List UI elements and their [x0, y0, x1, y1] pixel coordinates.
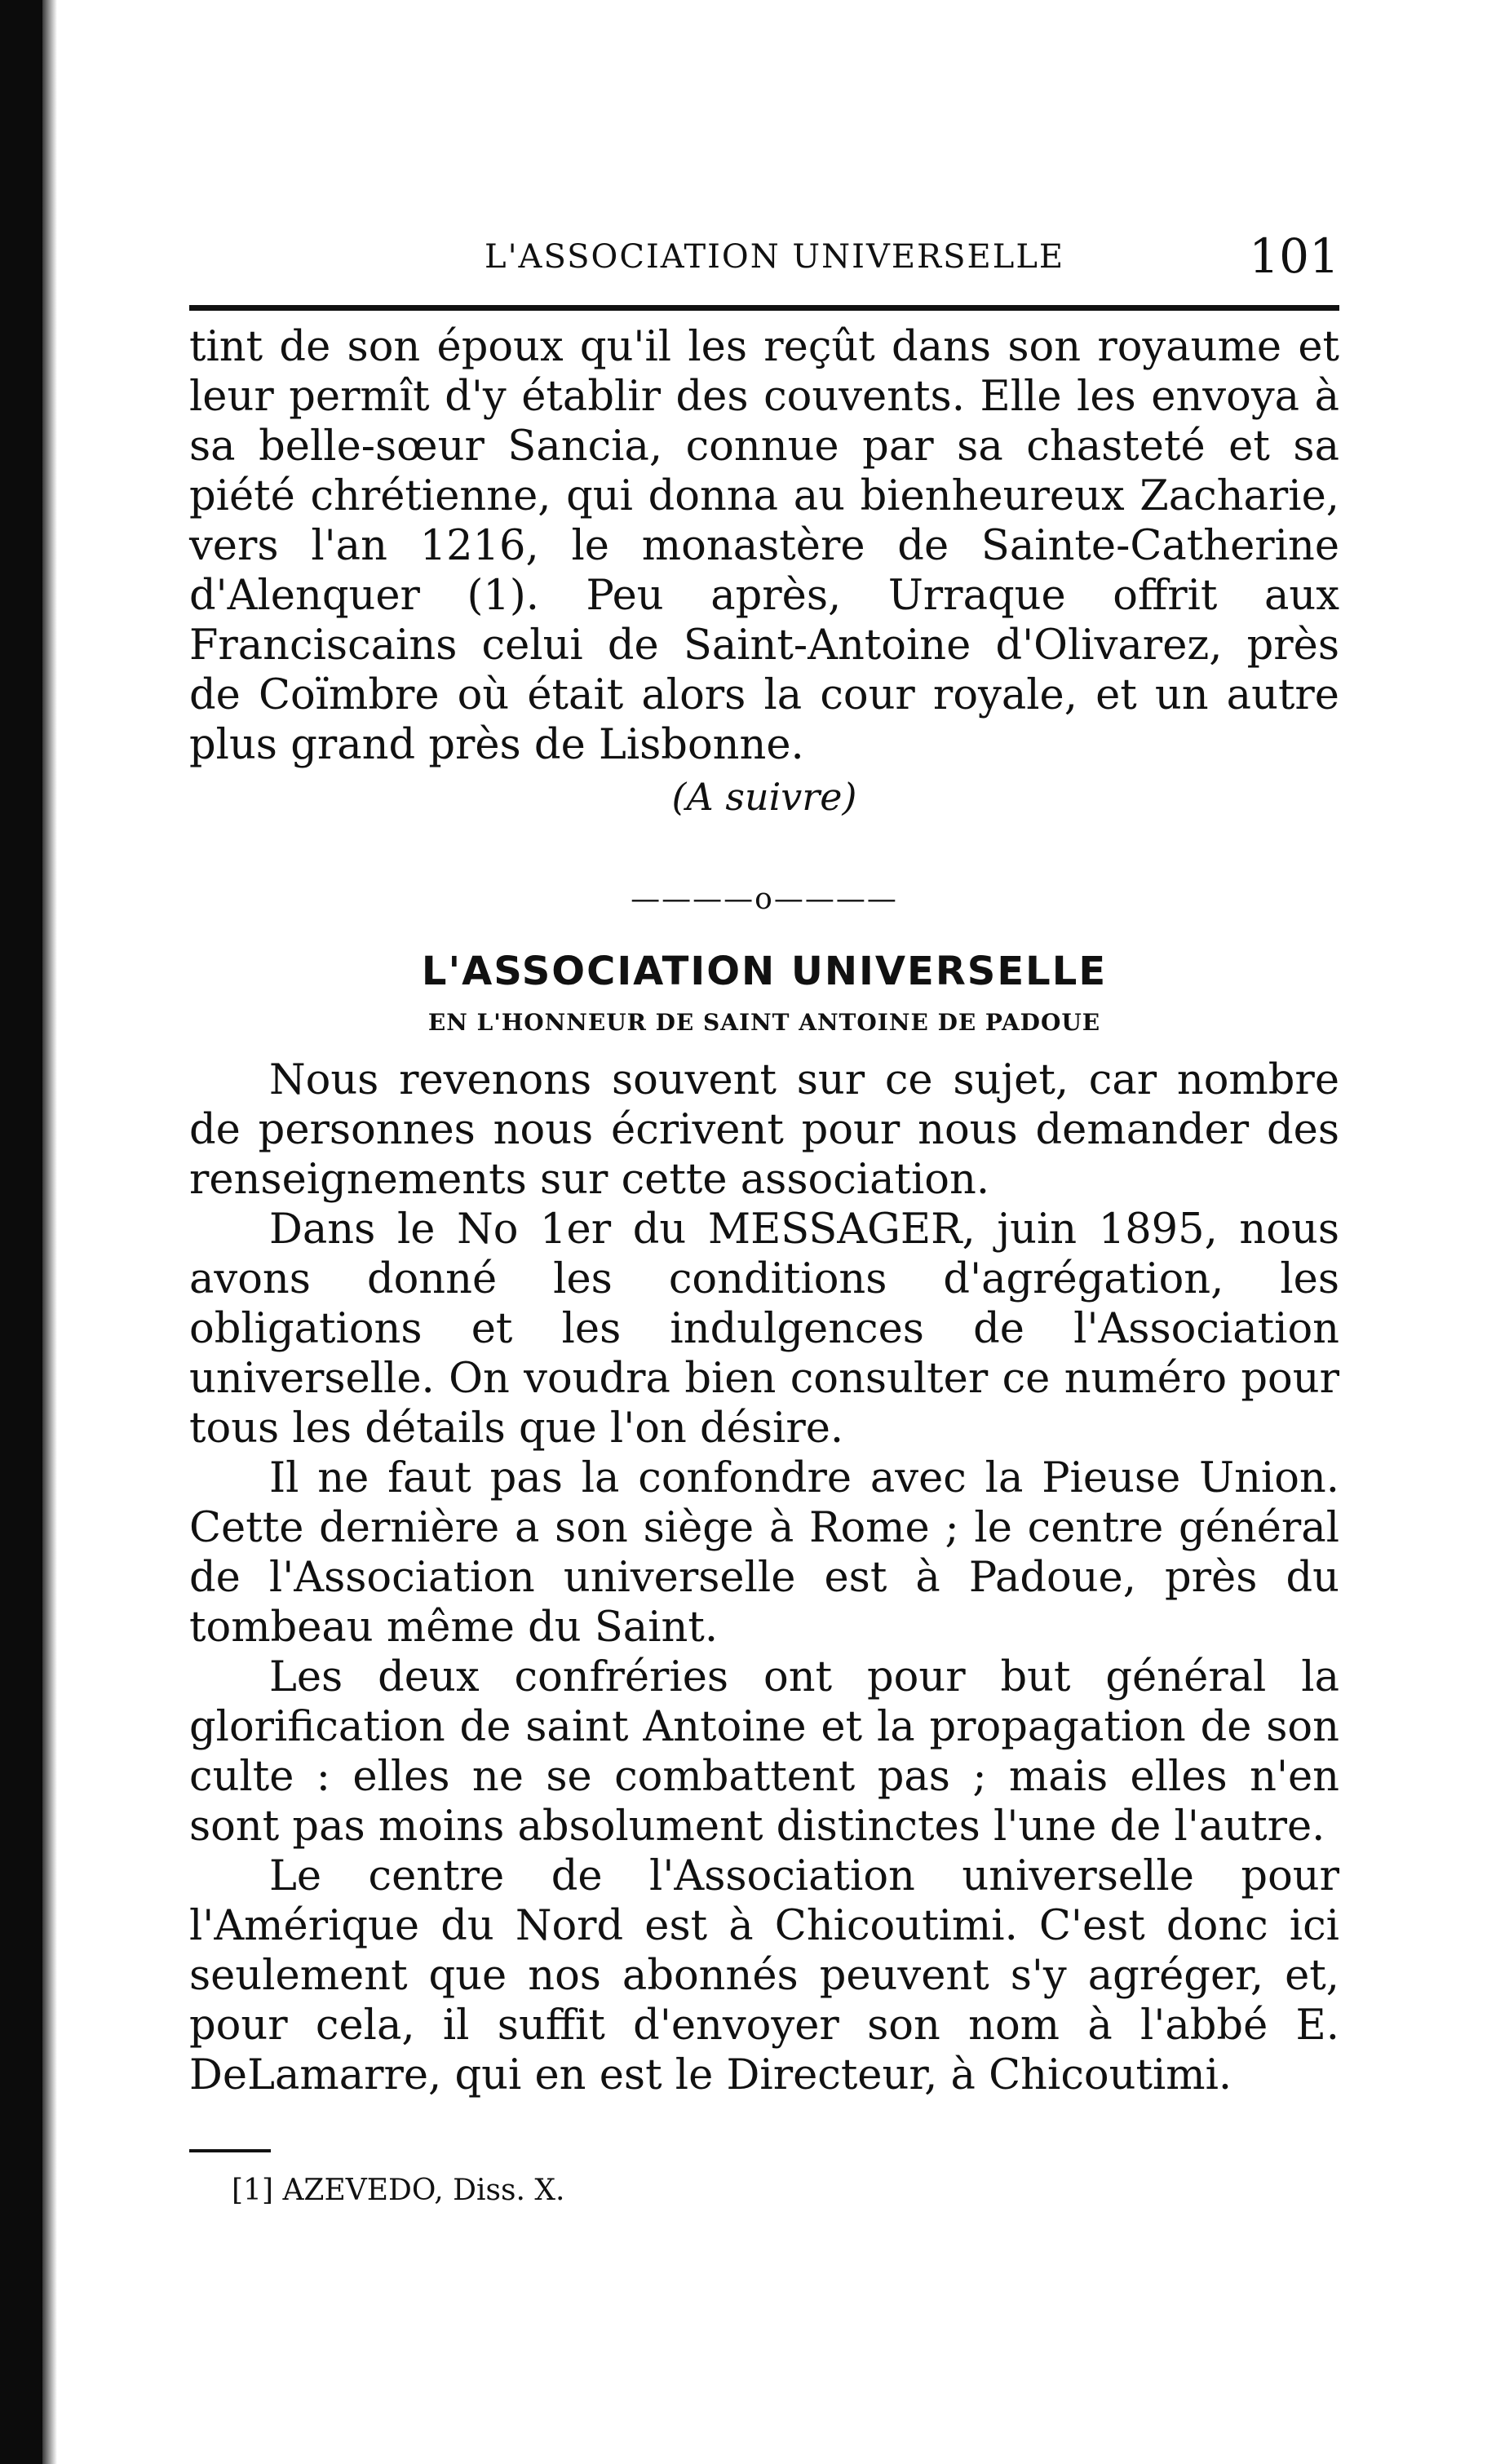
section-title: L'ASSOCIATION UNIVERSELLE — [421, 949, 1108, 994]
running-head — [189, 228, 1339, 302]
footnote-rule — [189, 2149, 271, 2152]
section-paragraph: Le centre de l'Association universelle pour l'Amérique du Nord est à Chicoutimi. C'est donc ici seulement que nos abonnés peuvent s'y agréger, et, pour cela, il suffit d'envoyer son nom à l'abbé E. DeLamarre, qui en est le Directeur, à Chicoutimi. — [189, 1852, 1339, 2099]
page-number: 101 — [1249, 228, 1339, 284]
footnote: [1] AZEVEDO, Diss. X. — [232, 2174, 565, 2207]
book-page — [189, 228, 1339, 2207]
section-paragraph: Les deux confréries ont pour but général la glorification de saint Antoine et la propagation de son culte : elles ne se combattent pas ; mais elles n'en sont pas moins absolument distinctes l'une de l'autre. — [189, 1653, 1339, 1851]
page-binding-shadow — [42, 0, 57, 2464]
section-separator: ————o———— — [631, 883, 898, 916]
page-binding-edge — [0, 0, 42, 2464]
continued-paragraph: tint de son époux qu'il les reçût dans son royaume et leur permît d'y établir des couvents. Elle les envoya à sa belle-sœur Sancia, connue par sa chasteté et sa piété chrétienne, qui donna au bienheureux Zacharie, vers l'an 1216, le monastère de Sainte-Catherine d'Alenquer (1). Peu après, Urraque offrit aux Franciscains celui de Saint-Antoine d'Olivarez, près de Coïmbre où était alors la cour royale, et un autre plus grand près de Lisbonne. — [189, 323, 1339, 769]
section-subtitle: EN L'HONNEUR DE SAINT ANTOINE DE PADOUE — [427, 1009, 1101, 1036]
running-title: L'ASSOCIATION UNIVERSELLE — [485, 238, 1065, 276]
header-rule — [189, 305, 1339, 311]
section-paragraph: Nous revenons souvent sur ce sujet, car nombre de personnes nous écrivent pour nous demander des renseignements sur cette association. — [189, 1056, 1339, 1204]
section-paragraph: Dans le No 1er du MESSAGER, juin 1895, nous avons donné les conditions d'agrégation, les obligations et les indulgences de l'Association universelle. On voudra bien consulter ce numéro pour tous les détails que l'on désire. — [189, 1205, 1339, 1453]
section-paragraph: Il ne faut pas la confondre avec la Pieuse Union. Cette dernière a son siège à Rome ; le centre général de l'Association universelle est à Padoue, près du tombeau même du Saint. — [189, 1454, 1339, 1652]
to-be-continued-note: (A suivre) — [671, 775, 857, 819]
